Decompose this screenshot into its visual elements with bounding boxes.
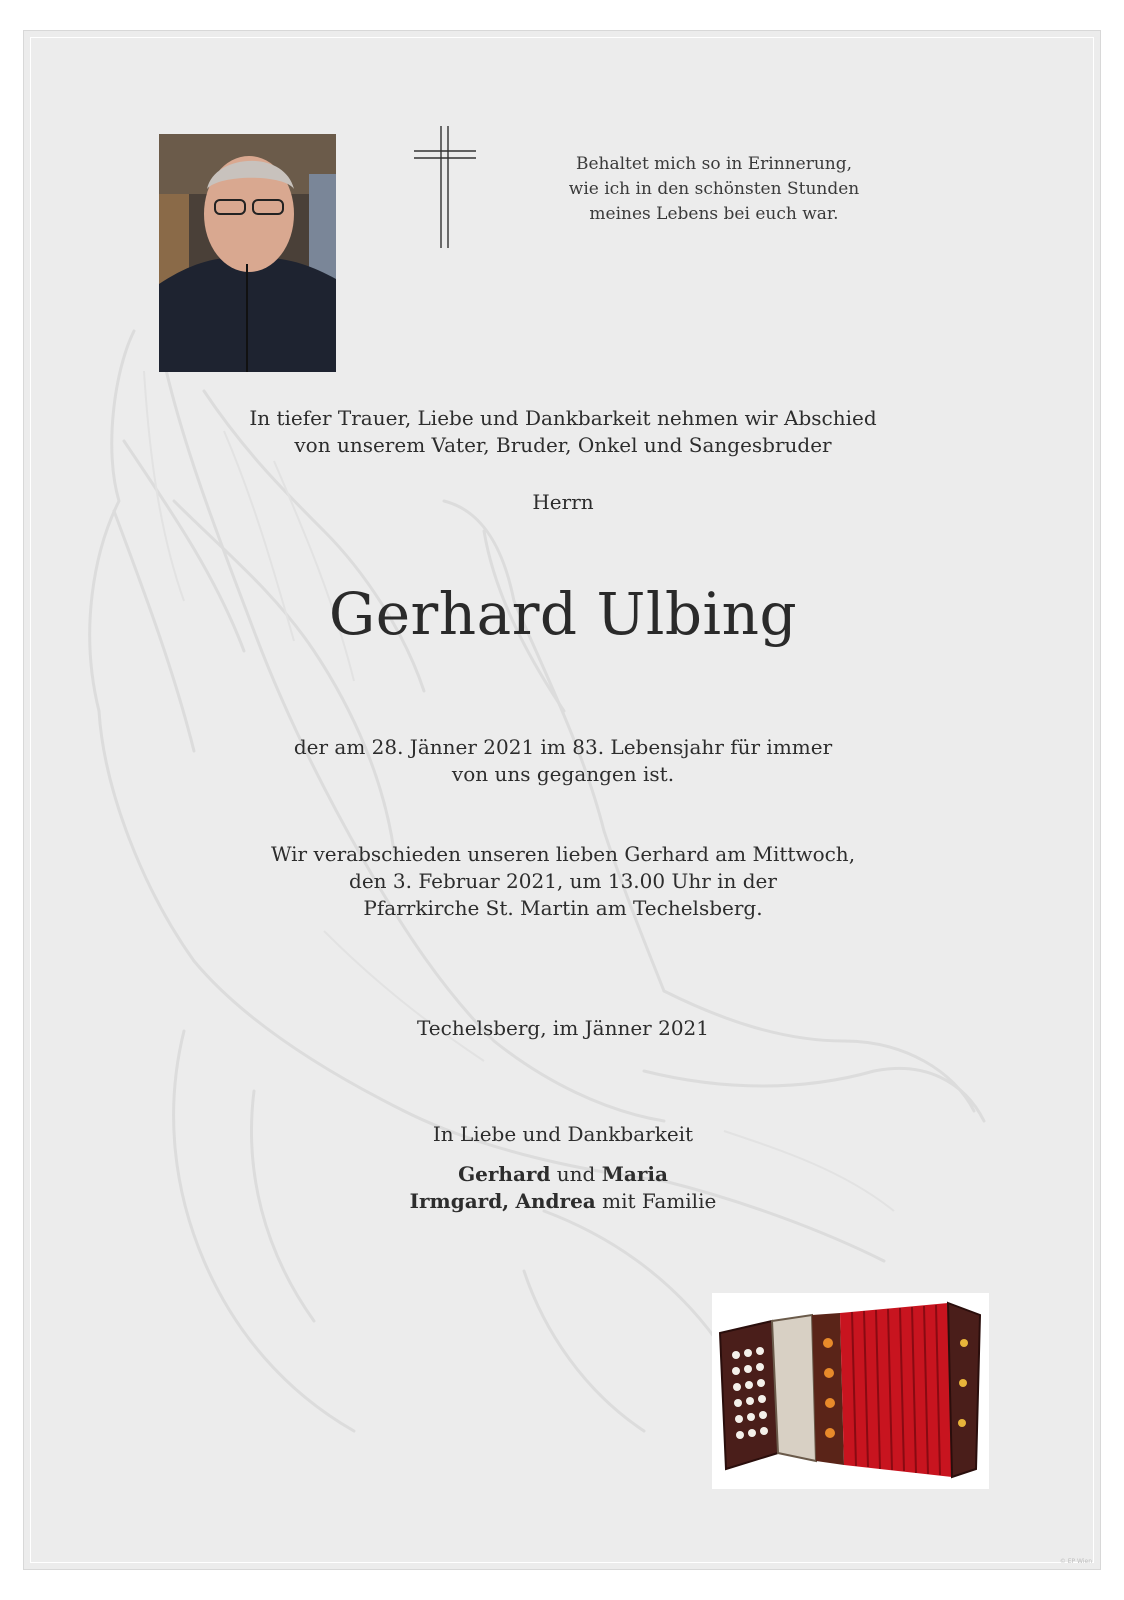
accordion-icon [712, 1293, 989, 1489]
service-line: den 3. Februar 2021, um 13.00 Uhr in der [349, 869, 777, 893]
portrait-photo [159, 134, 336, 372]
service-line: Wir verabschieden unseren lieben Gerhard am Mittwoch, [270, 842, 856, 866]
family-signature [24, 1161, 1101, 1215]
portrait-image [159, 134, 336, 372]
passing-line: von uns gegangen ist. [451, 762, 675, 786]
family-line-1 [24, 1161, 1101, 1188]
family-name: Maria [601, 1162, 668, 1186]
quote-line: meines Lebens bei euch war. [589, 204, 839, 224]
closing-text: In Liebe und Dankbarkeit [432, 1122, 694, 1146]
intro-line: von unserem Vater, Bruder, Onkel und Sangesbruder [294, 433, 832, 457]
place-date: Techelsberg, im Jänner 2021 [417, 1016, 709, 1040]
family-line-2 [24, 1188, 1101, 1215]
passing-line: der am 28. Jänner 2021 im 83. Lebensjahr für immer [293, 735, 833, 759]
quote-line: Behaltet mich so in Erinnerung, [575, 154, 853, 174]
obituary-card [23, 30, 1101, 1570]
family-name: Irmgard, [409, 1189, 510, 1213]
family-name: Andrea [515, 1189, 596, 1213]
service-text [24, 841, 1101, 922]
accordion-image [712, 1293, 989, 1489]
publisher-watermark: © EP Wien [1059, 1558, 1092, 1565]
family-suffix: mit Familie [602, 1189, 717, 1213]
intro-line: In tiefer Trauer, Liebe und Dankbarkeit nehmen wir Abschied [249, 406, 877, 430]
memorial-quote [544, 152, 884, 227]
salutation: Herrn [532, 490, 594, 514]
intro-text [24, 405, 1101, 459]
family-connector: und [556, 1162, 596, 1186]
deceased-name: Gerhard Ulbing [328, 580, 798, 648]
cross-icon [412, 124, 478, 250]
quote-line: wie ich in den schönsten Stunden [568, 179, 860, 199]
family-name: Gerhard [458, 1162, 551, 1186]
passing-text [24, 734, 1101, 788]
service-line: Pfarrkirche St. Martin am Techelsberg. [363, 896, 763, 920]
